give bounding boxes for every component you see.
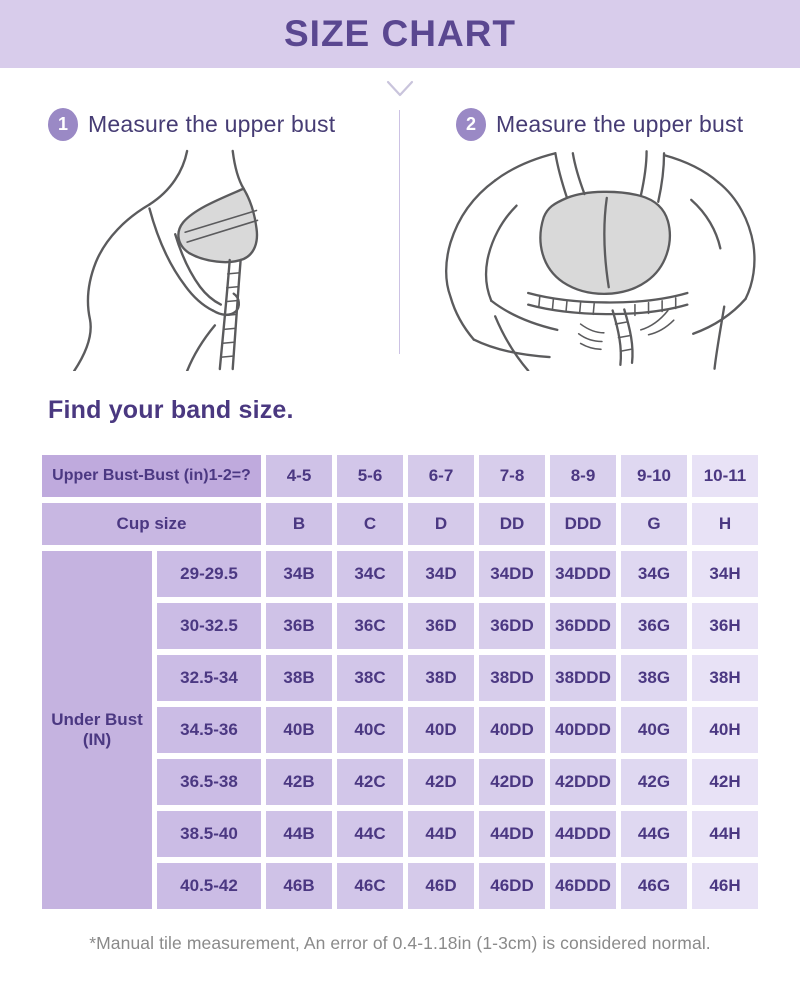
cup-size-header-cell: DD: [479, 503, 545, 545]
measurement-disclaimer: *Manual tile measurement, An error of 0.4-1.18in (1-3cm) is considered normal.: [89, 933, 711, 953]
cup-size-header-cell: B: [266, 503, 332, 545]
front-view-measure-illustration: [435, 149, 765, 371]
chevron-divider: [0, 68, 800, 106]
bra-size-cell: 42H: [692, 759, 758, 805]
bra-size-cell: 42DDD: [550, 759, 616, 805]
bra-size-cell: 44B: [266, 811, 332, 857]
cup-size-header-cell: DDD: [550, 503, 616, 545]
bra-size-cell: 36G: [621, 603, 687, 649]
bust-diff-header-cell: 10-11: [692, 455, 758, 497]
cup-size-header-cell: C: [337, 503, 403, 545]
bra-size-cell: 34B: [266, 551, 332, 597]
bra-size-cell: 46B: [266, 863, 332, 909]
side-view-measure-illustration: [35, 149, 365, 371]
find-band-size-heading: Find your band size.: [48, 396, 294, 424]
bra-size-cell: 38DD: [479, 655, 545, 701]
bra-size-cell: 34G: [621, 551, 687, 597]
bra-size-cell: 42DD: [479, 759, 545, 805]
bra-size-cell: 44DDD: [550, 811, 616, 857]
bra-size-cell: 44C: [337, 811, 403, 857]
bra-size-cell: 44H: [692, 811, 758, 857]
step-1-number-badge: 1: [48, 108, 78, 141]
bra-size-cell: 36DD: [479, 603, 545, 649]
bra-size-cell: 36C: [337, 603, 403, 649]
under-bust-label-cell: Under Bust (IN): [42, 551, 152, 909]
bra-size-cell: 40D: [408, 707, 474, 753]
step-2-label: Measure the upper bust: [496, 111, 744, 137]
band-range-cell: 40.5-42: [157, 863, 261, 909]
bra-size-cell: 44D: [408, 811, 474, 857]
bra-size-cell: 40G: [621, 707, 687, 753]
bust-diff-header-cell: 5-6: [337, 455, 403, 497]
size-chart-table: [42, 455, 758, 909]
bra-size-cell: 40B: [266, 707, 332, 753]
bra-size-cell: 38DDD: [550, 655, 616, 701]
bra-size-cell: 38G: [621, 655, 687, 701]
band-range-cell: 34.5-36: [157, 707, 261, 753]
band-range-cell: 36.5-38: [157, 759, 261, 805]
size-chart-header: [0, 0, 800, 68]
page-title: SIZE CHART: [284, 13, 516, 54]
bra-size-cell: 42B: [266, 759, 332, 805]
bra-size-cell: 46DDD: [550, 863, 616, 909]
bra-size-cell: 46C: [337, 863, 403, 909]
bra-size-cell: 34C: [337, 551, 403, 597]
bra-size-cell: 46D: [408, 863, 474, 909]
band-range-cell: 30-32.5: [157, 603, 261, 649]
bra-size-cell: 36B: [266, 603, 332, 649]
bra-size-cell: 38C: [337, 655, 403, 701]
chevron-down-icon: [386, 80, 414, 98]
bra-size-cell: 42G: [621, 759, 687, 805]
bra-size-cell: 34DD: [479, 551, 545, 597]
bra-size-cell: 40C: [337, 707, 403, 753]
cup-size-header-cell: H: [692, 503, 758, 545]
bra-size-cell: 34D: [408, 551, 474, 597]
bra-size-cell: 38H: [692, 655, 758, 701]
bra-size-cell: 46G: [621, 863, 687, 909]
bra-size-cell: 40H: [692, 707, 758, 753]
cup-size-label-cell: Cup size: [42, 503, 261, 545]
bust-diff-header-cell: 7-8: [479, 455, 545, 497]
bra-size-cell: 42C: [337, 759, 403, 805]
bra-size-cell: 38B: [266, 655, 332, 701]
table-header-label-cell: Upper Bust-Bust (in)1-2=?: [42, 455, 261, 497]
bra-size-cell: 34H: [692, 551, 758, 597]
bra-size-cell: 40DDD: [550, 707, 616, 753]
step-2-header: [400, 108, 800, 141]
bra-size-cell: 46H: [692, 863, 758, 909]
bra-size-cell: 38D: [408, 655, 474, 701]
bra-size-cell: 36D: [408, 603, 474, 649]
bra-size-cell: 44DD: [479, 811, 545, 857]
cup-size-header-cell: G: [621, 503, 687, 545]
bra-size-cell: 40DD: [479, 707, 545, 753]
vertical-divider: [399, 110, 400, 354]
measure-steps-section: [0, 108, 800, 370]
step-1-label: Measure the upper bust: [88, 111, 336, 137]
bra-size-cell: 44G: [621, 811, 687, 857]
step-2-panel: [400, 108, 800, 370]
step-2-number-badge: 2: [456, 108, 486, 141]
bra-size-cell: 36H: [692, 603, 758, 649]
step-1-panel: [0, 108, 400, 370]
bust-diff-header-cell: 8-9: [550, 455, 616, 497]
band-range-cell: 32.5-34: [157, 655, 261, 701]
bra-size-cell: 46DD: [479, 863, 545, 909]
bra-size-cell: 34DDD: [550, 551, 616, 597]
bra-size-cell: 42D: [408, 759, 474, 805]
bust-diff-header-cell: 6-7: [408, 455, 474, 497]
cup-size-header-cell: D: [408, 503, 474, 545]
step-1-header: [0, 108, 400, 141]
band-range-cell: 38.5-40: [157, 811, 261, 857]
bra-size-cell: 36DDD: [550, 603, 616, 649]
band-range-cell: 29-29.5: [157, 551, 261, 597]
bust-diff-header-cell: 9-10: [621, 455, 687, 497]
bust-diff-header-cell: 4-5: [266, 455, 332, 497]
